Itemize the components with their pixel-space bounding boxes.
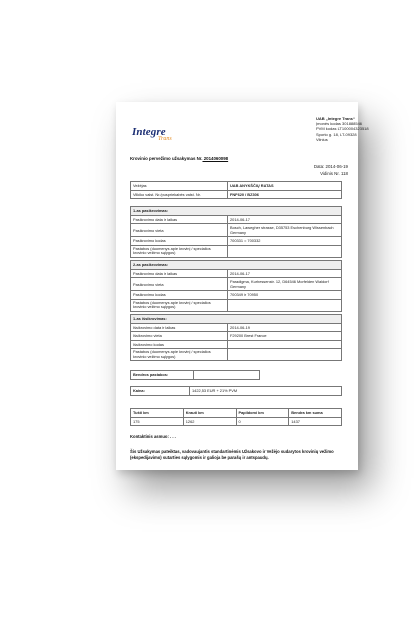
company-vat: PVM kodas LT100004323518 bbox=[316, 126, 369, 132]
loading2-code-label: Pasikrovimo kodas bbox=[131, 291, 228, 300]
general-notes-value bbox=[194, 371, 260, 380]
order-title-prefix: Krovinio pervežimo užsakymas Nr. bbox=[130, 156, 203, 161]
company-address: Sporto g. 18, LT-09328 bbox=[316, 131, 357, 137]
carrier-row bbox=[131, 182, 342, 191]
price-value: 1422,53 EUR + 21% PVM bbox=[190, 387, 342, 396]
loading1-heading-row bbox=[131, 207, 342, 216]
logo-sub-text: Trans bbox=[158, 136, 172, 142]
price-label: Kaina: bbox=[131, 387, 190, 396]
distance-values-row bbox=[131, 417, 342, 426]
unloading1-code-value bbox=[228, 340, 342, 349]
table-row bbox=[131, 269, 342, 278]
table-row bbox=[131, 299, 342, 311]
unloading1-heading: 1-as išsikrovimas: bbox=[131, 315, 342, 324]
table-row bbox=[131, 278, 342, 291]
plate-row bbox=[131, 190, 342, 199]
document-page bbox=[116, 102, 369, 470]
loading1-code-value: 700331 = 700332 bbox=[228, 237, 342, 246]
price-table bbox=[130, 386, 342, 396]
order-title bbox=[130, 156, 228, 161]
table-row bbox=[131, 371, 260, 380]
loading1-notes-label: Pastabos (duomenys apie krovinį / specialios krovinio vežimo sąlygos) bbox=[131, 245, 228, 257]
loading1-code-label: Pasikrovimo kodas bbox=[131, 237, 228, 246]
loading2-notes-label: Pastabos (duomenys apie krovinį / specialios krovinio vežimo sąlygos) bbox=[131, 299, 228, 311]
carrier-label: Vežėjas bbox=[131, 182, 228, 191]
table-row bbox=[131, 323, 342, 332]
order-date-block bbox=[314, 164, 348, 177]
order-date: Data: 2014-06-19 bbox=[313, 164, 348, 169]
table-row bbox=[131, 245, 342, 257]
loading1-heading: 1-as pasikrovimas: bbox=[131, 207, 342, 216]
distance-value-total: 1437 bbox=[289, 417, 342, 426]
unloading1-table bbox=[130, 314, 342, 361]
loading1-table bbox=[130, 206, 342, 258]
table-row bbox=[131, 387, 342, 396]
plate-value: FNF620 / BZ306 bbox=[228, 190, 342, 199]
contact-person: Kontaktinis asmuo: . . . bbox=[130, 434, 176, 439]
table-row bbox=[131, 332, 342, 341]
distance-value-empty: 175 bbox=[131, 417, 184, 426]
distance-value-loaded: 1262 bbox=[183, 417, 236, 426]
unloading1-place-label: Išsikrovimo vieta bbox=[131, 332, 228, 341]
distance-table bbox=[130, 408, 342, 426]
table-row bbox=[131, 291, 342, 300]
table-row bbox=[131, 237, 342, 246]
company-logo bbox=[132, 126, 172, 142]
loading2-heading-row bbox=[131, 261, 342, 270]
unloading1-place-value: F29200 Brest France bbox=[228, 332, 342, 341]
unloading1-code-label: Išsikrovimo kodas bbox=[131, 340, 228, 349]
company-name: UAB „Integre Trans“ bbox=[316, 116, 355, 121]
distance-header-row bbox=[131, 409, 342, 418]
footer-terms: Šis Užsakymas pateiktas, vadovaujantis standartinėmis Užsakovo ir Vežėjo sudarytos krovinių vežimo (ekspedijavimo) sutarties sąlygomis ir galioja be parašų ir antspaudų. bbox=[130, 449, 334, 460]
company-details bbox=[316, 116, 420, 142]
loading2-notes-value bbox=[228, 299, 342, 311]
loading1-place-label: Pasikrovimo vieta bbox=[131, 224, 228, 237]
distance-value-extra: 0 bbox=[236, 417, 289, 426]
loading2-place-value: Paradigma, Kurhessenstr. 12, D64546 Morfelden Waldorf Germany bbox=[228, 278, 342, 291]
logo-main-text: Integre bbox=[132, 126, 166, 138]
general-notes-table bbox=[130, 370, 260, 380]
loading2-heading: 2-as pasikrovimas: bbox=[131, 261, 342, 270]
carrier-table bbox=[130, 181, 342, 199]
order-number: 2014060098 bbox=[202, 156, 229, 161]
distance-header-loaded: Krauti km bbox=[183, 409, 236, 418]
loading2-date-value: 2014-06-17 bbox=[228, 269, 342, 278]
carrier-value: UAB ANYKŠČIŲ RATAS bbox=[228, 182, 342, 191]
table-row bbox=[131, 224, 342, 237]
loading1-date-label: Pasikrovimo data ir laikas bbox=[131, 215, 228, 224]
plate-label: Vilkiko valst. Nr./puspriekabės valst. Nr. bbox=[131, 190, 228, 199]
unloading1-heading-row bbox=[131, 315, 342, 324]
order-internal-number: Vidinis Nr. 118 bbox=[320, 170, 348, 176]
loading1-place-value: Bosch, Lawegher strasse, D35753 Eschenburg Wissenbach Germany bbox=[228, 224, 342, 237]
distance-header-extra: Papildomi km bbox=[236, 409, 289, 418]
table-row bbox=[131, 215, 342, 224]
distance-header-empty: Tušti km bbox=[131, 409, 184, 418]
unloading1-date-label: Išsikrovimo data ir laikas bbox=[131, 323, 228, 332]
general-notes-label: Bendros pastabos: bbox=[131, 371, 194, 380]
table-row bbox=[131, 349, 342, 361]
distance-header-total: Bendra km suma bbox=[289, 409, 342, 418]
company-city: Vilnius bbox=[316, 136, 328, 142]
loading2-code-value: 700349 ir 70950 bbox=[228, 291, 342, 300]
unloading1-notes-value bbox=[228, 349, 342, 361]
unloading1-notes-label: Pastabos (duomenys apie krovinį / specialios krovinio vežimo sąlygos) bbox=[131, 349, 228, 361]
loading1-notes-value bbox=[228, 245, 342, 257]
loading2-date-label: Pasikrovimo data ir laikas bbox=[131, 269, 228, 278]
loading2-place-label: Pasikrovimo vieta bbox=[131, 278, 228, 291]
unloading1-date-value: 2014-06-19 bbox=[228, 323, 342, 332]
loading1-date-value: 2014-06-17 bbox=[228, 215, 342, 224]
company-code: Įmonės kodas 301888546 bbox=[316, 121, 363, 127]
table-row bbox=[131, 340, 342, 349]
loading2-table bbox=[130, 260, 342, 312]
